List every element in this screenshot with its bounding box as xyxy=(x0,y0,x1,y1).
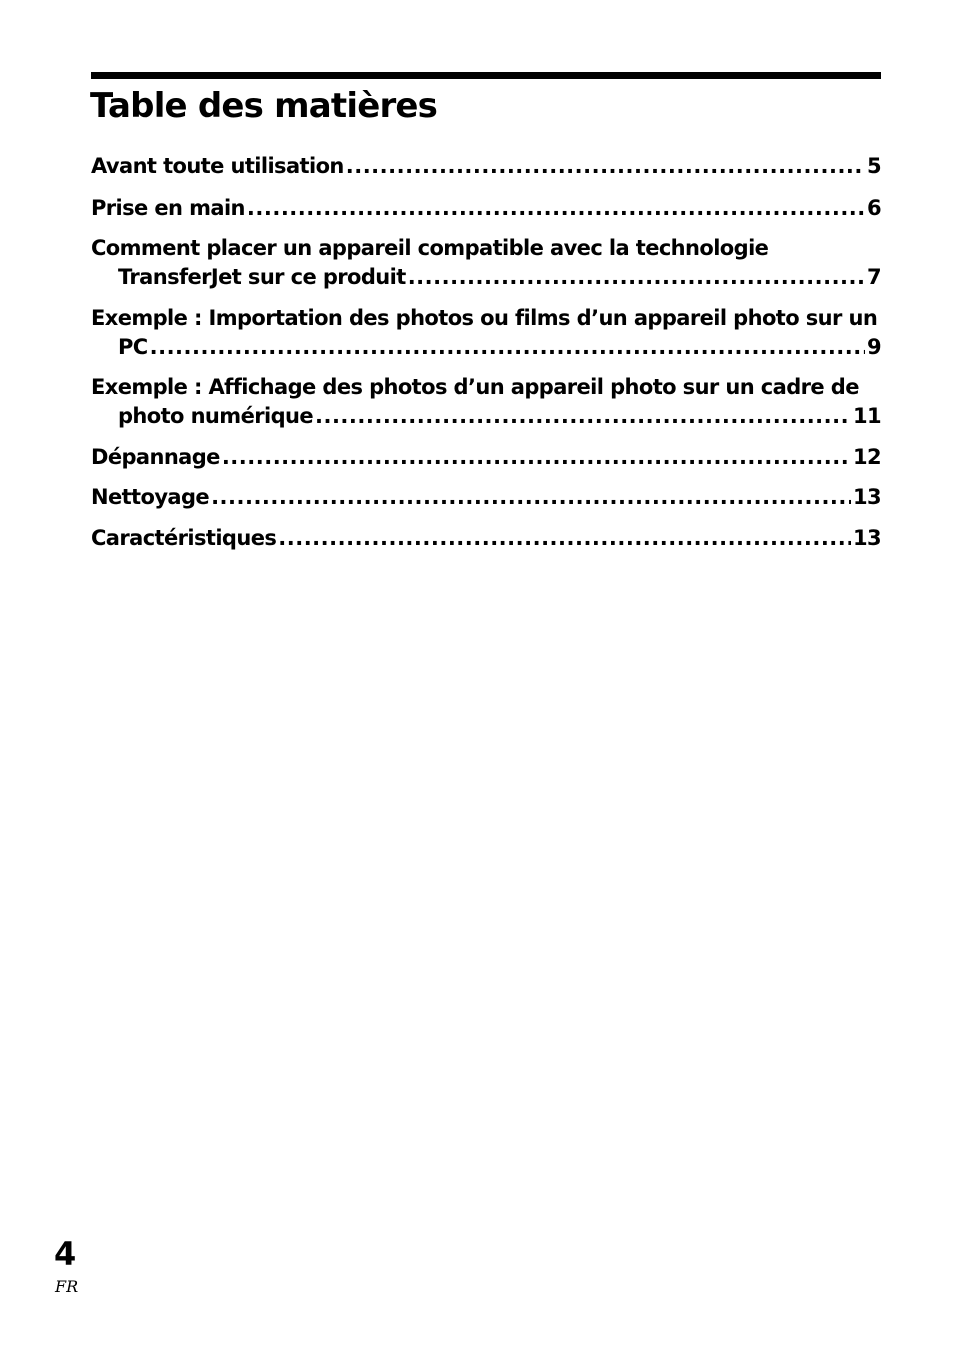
toc-page-number: 11 xyxy=(852,404,881,428)
dot-leader xyxy=(150,333,865,362)
toc-entry[interactable] xyxy=(91,152,881,181)
toc-entry-title: Exemple : Affichage des photos d’un appareil photo sur un cadre de xyxy=(91,375,859,399)
toc-page-number: 13 xyxy=(852,485,881,509)
toc-page-number: 5 xyxy=(866,154,881,178)
toc-entry[interactable] xyxy=(91,304,881,362)
toc-page-number: 6 xyxy=(866,196,881,220)
toc-page-number: 12 xyxy=(852,445,881,469)
toc-entry-title: Exemple : Importation des photos ou films d’un appareil photo sur un xyxy=(91,306,878,330)
dot-leader xyxy=(346,152,865,181)
toc-entry-title: Dépannage xyxy=(91,445,220,469)
toc-entry-title: Caractéristiques xyxy=(91,526,277,550)
dot-leader xyxy=(408,263,865,292)
toc-entry[interactable] xyxy=(91,373,881,431)
toc-entry[interactable] xyxy=(91,443,881,472)
title-rule xyxy=(91,72,881,79)
toc-page-number: 9 xyxy=(866,335,881,359)
toc-page-number: 7 xyxy=(866,265,881,289)
dot-leader xyxy=(278,524,851,553)
toc-entry-title: Nettoyage xyxy=(91,485,210,509)
dot-leader xyxy=(315,402,851,431)
toc-page-number: 13 xyxy=(852,526,881,550)
dot-leader xyxy=(222,443,851,472)
toc-entry[interactable] xyxy=(91,234,881,292)
toc-entry-title-continued: PC xyxy=(118,335,148,359)
dot-leader xyxy=(247,194,865,223)
toc-entry-title: Prise en main xyxy=(91,196,245,220)
toc-entry[interactable] xyxy=(91,524,881,553)
toc-entry-title-continued: TransferJet sur ce produit xyxy=(118,265,406,289)
toc-entry-title-continued: photo numérique xyxy=(118,404,313,428)
toc-entry-title: Comment placer un appareil compatible avec la technologie xyxy=(91,236,769,260)
dot-leader xyxy=(211,483,851,512)
toc-entry-title: Avant toute utilisation xyxy=(91,154,344,178)
footer-language-code: FR xyxy=(55,1277,79,1296)
footer-page-number: 4 xyxy=(54,1235,77,1273)
toc-entry[interactable] xyxy=(91,194,881,223)
page-title: Table des matières xyxy=(90,86,438,126)
toc-entry[interactable] xyxy=(91,483,881,512)
